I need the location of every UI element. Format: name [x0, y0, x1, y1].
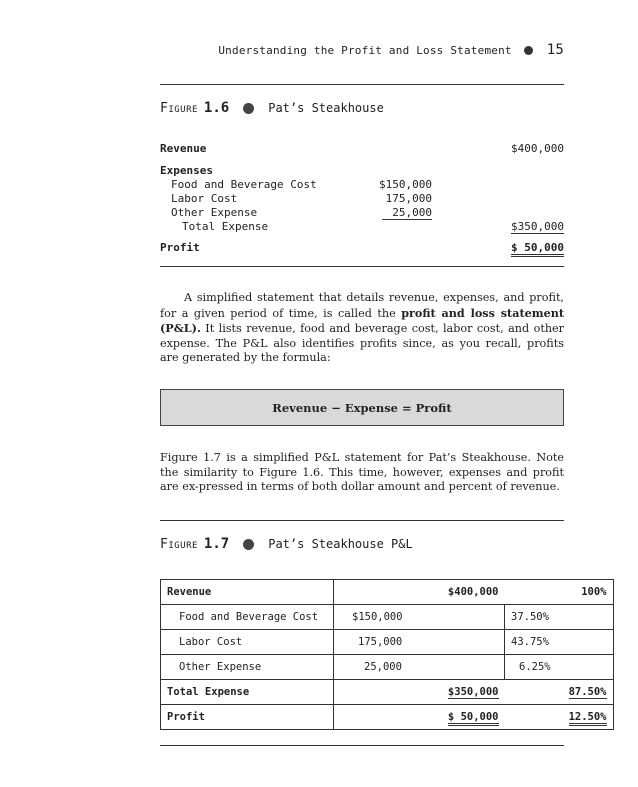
- row-label: Labor Cost: [161, 630, 334, 655]
- row-label: Food and Beverage Cost: [161, 605, 334, 630]
- row-percent-cell: [505, 705, 614, 730]
- formula-text: Revenue − Expense = Profit: [272, 400, 452, 415]
- profit-label: Profit: [160, 241, 200, 254]
- total-expense-label: Total Expense: [182, 220, 269, 233]
- row-total: $350,000: [447, 686, 499, 698]
- profit-line: [160, 241, 564, 255]
- table-row: [161, 580, 614, 605]
- table-row: [161, 605, 614, 630]
- expense-line: [160, 178, 564, 192]
- expenses-heading-line: [160, 164, 564, 178]
- expense-value: 175,000: [385, 192, 432, 205]
- key-term: profit and loss statement (P&L).: [160, 305, 564, 335]
- row-percent: 37.50%: [505, 605, 614, 630]
- figure-bottom-rule: [160, 266, 564, 267]
- expense-label: Other Expense: [171, 206, 258, 219]
- paragraph-text: Figure 1.7 is a simplified P&L statement for Pat’s Steakhouse. Note the similarity to Figure 1.6. This time, however, expenses and profit are ex-pressed in terms of both dollar amount and percent of revenue.: [160, 451, 564, 493]
- revenue-line: [160, 142, 564, 156]
- formula-box: [160, 389, 564, 426]
- figure-word: Figure: [160, 536, 198, 552]
- section-rule: [160, 520, 564, 521]
- paragraph-text: A simplified statement that details revenue, expenses, and profit, for a given period of time, is called the: [160, 291, 564, 320]
- figure-1-6-heading: [160, 100, 384, 116]
- bullet-icon: [243, 539, 254, 550]
- row-label: Profit: [161, 705, 334, 730]
- table-row: [161, 630, 614, 655]
- row-label: Revenue: [161, 580, 334, 605]
- revenue-label: Revenue: [160, 142, 207, 155]
- expense-value: $150,000: [379, 178, 432, 191]
- row-amount: 25,000: [334, 655, 505, 680]
- revenue-value: $400,000: [511, 142, 564, 155]
- expense-line: [160, 206, 564, 220]
- row-percent-cell: [505, 680, 614, 705]
- expense-label: Food and Beverage Cost: [171, 178, 317, 191]
- figure-number: 1.6: [203, 100, 230, 116]
- pl-table: [160, 579, 614, 730]
- row-total-cell: [334, 705, 505, 730]
- expense-line: [160, 192, 564, 206]
- expenses-label: Expenses: [160, 164, 213, 177]
- table-row: [161, 680, 614, 705]
- page-number: 15: [546, 42, 564, 58]
- row-total: $400,000: [334, 580, 505, 605]
- table-row: [161, 705, 614, 730]
- total-expense-value: $350,000: [511, 220, 564, 233]
- total-expense-line: [160, 220, 564, 234]
- figure-title: Pat’s Steakhouse: [268, 101, 384, 115]
- body-paragraph: [160, 291, 564, 366]
- row-label: Other Expense: [161, 655, 334, 680]
- row-percent: 87.50%: [568, 686, 607, 698]
- figure-1-7-heading: [160, 536, 413, 552]
- row-percent: 12.50%: [569, 711, 607, 726]
- table-row: [161, 655, 614, 680]
- bullet-icon: [524, 46, 533, 55]
- row-amount: $150,000: [334, 605, 505, 630]
- profit-value: $ 50,000: [511, 241, 564, 257]
- bottom-rule: [160, 745, 564, 746]
- top-rule: [160, 84, 564, 85]
- expense-value: 25,000: [382, 206, 432, 220]
- figure-number: 1.7: [203, 536, 230, 552]
- row-percent: 6.25%: [505, 655, 614, 680]
- row-label: Total Expense: [161, 680, 334, 705]
- bullet-icon: [243, 103, 254, 114]
- running-head-title: Understanding the Profit and Loss Statement: [218, 43, 512, 57]
- row-percent: 100%: [505, 580, 614, 605]
- row-amount: 175,000: [334, 630, 505, 655]
- row-percent: 43.75%: [505, 630, 614, 655]
- row-total: $ 50,000: [448, 711, 499, 726]
- expense-label: Labor Cost: [171, 192, 238, 205]
- figure-word: Figure: [160, 100, 198, 116]
- running-head: [160, 42, 564, 58]
- figure-title: Pat’s Steakhouse P&L: [268, 537, 413, 551]
- row-total-cell: [334, 680, 505, 705]
- paragraph-text: It lists revenue, food and beverage cost, labor cost, and other expense. The P&L also identifies profits since, as you recall, profits are generated by the formula:: [160, 322, 564, 364]
- body-paragraph: [160, 451, 564, 495]
